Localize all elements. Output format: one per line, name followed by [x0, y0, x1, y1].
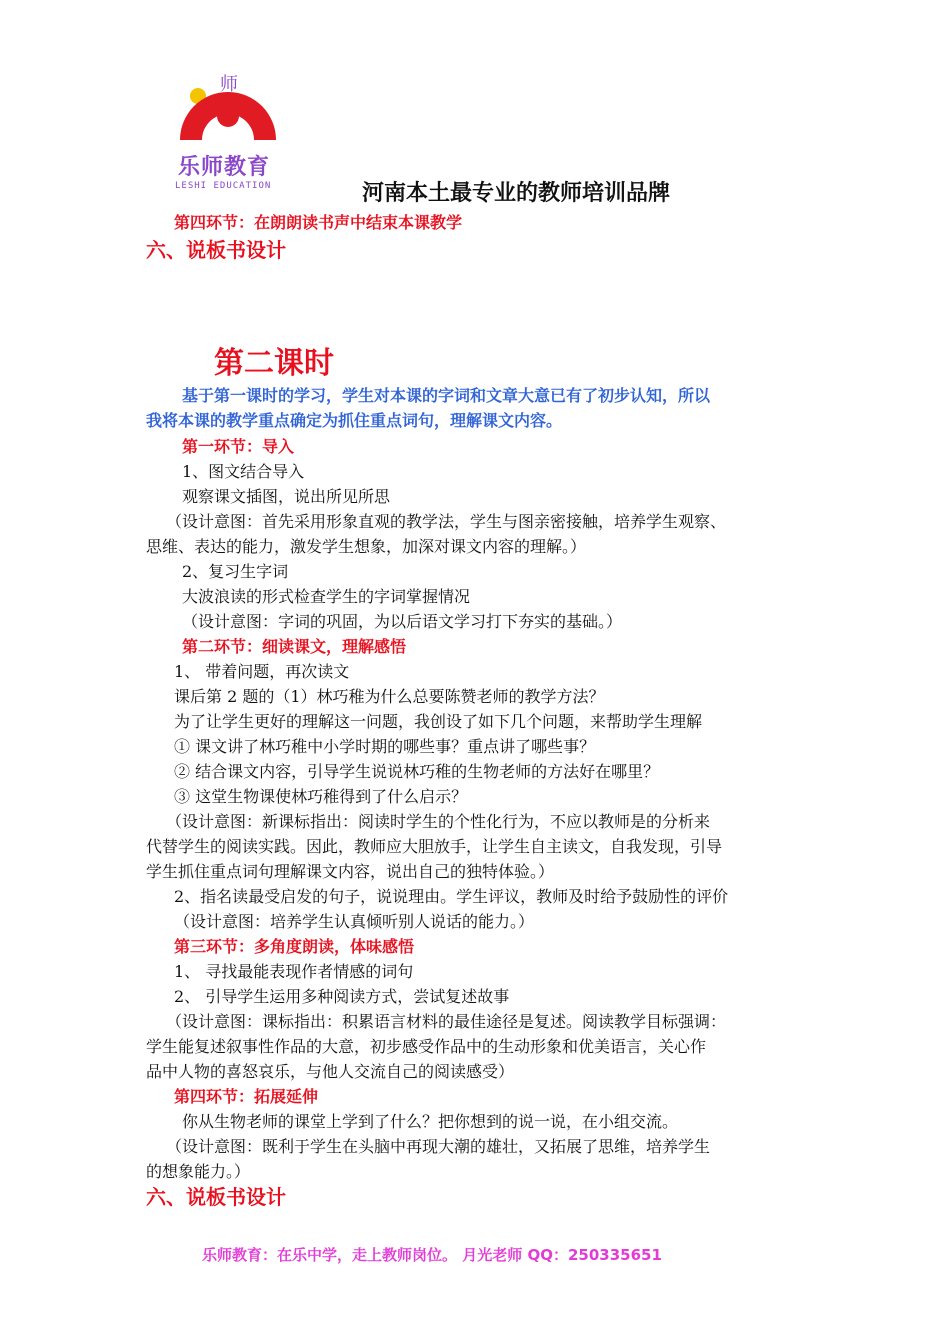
s2-item2: 2、指名读最受启发的句子，说说理由。学生评议，教师及时给予鼓励性的评价 [174, 887, 729, 906]
s3-design-line1: （设计意图：课标指出：积累语言材料的最佳途径是复述。阅读教学目标强调： [166, 1012, 727, 1031]
s4-design-line1: （设计意图：既利于学生在头脑中再现大潮的雄壮，又拓展了思维，培养学生 [166, 1137, 711, 1156]
s2-design1-line2: 代替学生的阅读实践。因此，教师应大胆放手，让学生自主读文，自我发现，引导 [146, 837, 723, 856]
lesson2-intro-line1: 基于第一课时的学习，学生对本课的字词和文章大意已有了初步认知，所以 [182, 386, 711, 405]
s2-intro: 为了让学生更好的理解这一问题，我创设了如下几个问题，来帮助学生理解 [174, 712, 703, 731]
s2-q3: ③ 这堂生物课使林巧稚得到了什么启示？ [174, 787, 468, 806]
s2-design1-line1: （设计意图：新课标指出：阅读时学生的个性化行为，不应以教师是的分析来 [166, 812, 711, 831]
top-section6-title: 六、说板书设计 [146, 238, 286, 262]
s1-design2: （设计意图：字词的巩固，为以后语文学习打下夯实的基础。） [182, 612, 623, 631]
s4-design-line2: 的想象能力。） [146, 1162, 251, 1181]
s3-design-line3: 品中人物的喜怒哀乐，与他人交流自己的阅读感受） [146, 1062, 515, 1081]
step3-title: 第三环节：多角度朗读，体味感悟 [174, 937, 415, 956]
s2-design1-line3: 学生抓住重点词句理解课文内容，说出自己的独特体验。） [146, 862, 555, 881]
s1-design1-line1: （设计意图：首先采用形象直观的教学法，学生与图亲密接触，培养学生观察、 [166, 512, 727, 531]
logo-text: 乐师教育 [178, 155, 271, 180]
s1-item2-text: 大波浪读的形式检查学生的字词掌握情况 [182, 587, 471, 606]
top-step4-title: 第四环节：在朗朗读书声中结束本课教学 [174, 213, 463, 232]
step1-title: 第一环节：导入 [182, 437, 295, 456]
brand-slogan: 河南本土最专业的教师培训品牌 [362, 180, 671, 206]
s3-item1: 1、 寻找最能表现作者情感的词句 [174, 962, 414, 981]
lesson2-intro-line2: 我将本课的教学重点确定为抓住重点词句，理解课文内容。 [146, 411, 563, 430]
s2-item1: 1、 带着问题，再次读文 [174, 662, 350, 681]
logo-subtext: LESHI EDUCATION [175, 181, 272, 191]
s1-item1: 1、图文结合导入 [182, 462, 305, 481]
s4-text: 你从生物老师的课堂上学到了什么？把你想到的说一说，在小组交流。 [182, 1112, 679, 1131]
s2-question: 课后第 2 题的（1）林巧稚为什么总要陈赞老师的教学方法？ [174, 687, 605, 706]
s1-item2: 2、复习生字词 [182, 562, 289, 581]
footer-text: 乐师教育：在乐中学，走上教师岗位。 月光老师 QQ：250335651 [202, 1246, 662, 1264]
step4-title: 第四环节：拓展延伸 [174, 1087, 319, 1106]
s3-design-line2: 学生能复述叙事性作品的大意，初步感受作品中的生动形象和优美语言，关心作 [146, 1037, 707, 1056]
s2-q1: ① 课文讲了林巧稚中小学时期的哪些事？重点讲了哪些事？ [174, 737, 596, 756]
section6-title: 六、说板书设计 [146, 1185, 286, 1209]
lesson2-title: 第二课时 [214, 346, 334, 381]
s2-design2: （设计意图：培养学生认真倾听别人说话的能力。） [174, 912, 535, 931]
s1-design1-line2: 思维、表达的能力，激发学生想象，加深对课文内容的理解。） [146, 537, 587, 556]
logo-red-center [217, 105, 239, 127]
s3-item2: 2、 引导学生运用多种阅读方式，尝试复述故事 [174, 987, 510, 1006]
step2-title: 第二环节：细读课文，理解感悟 [182, 637, 407, 656]
s1-item1-text: 观察课文插图，说出所见所思 [182, 487, 391, 506]
logo-glyph: 师 [220, 74, 238, 95]
s2-q2: ② 结合课文内容，引导学生说说林巧稚的生物老师的方法好在哪里？ [174, 762, 660, 781]
